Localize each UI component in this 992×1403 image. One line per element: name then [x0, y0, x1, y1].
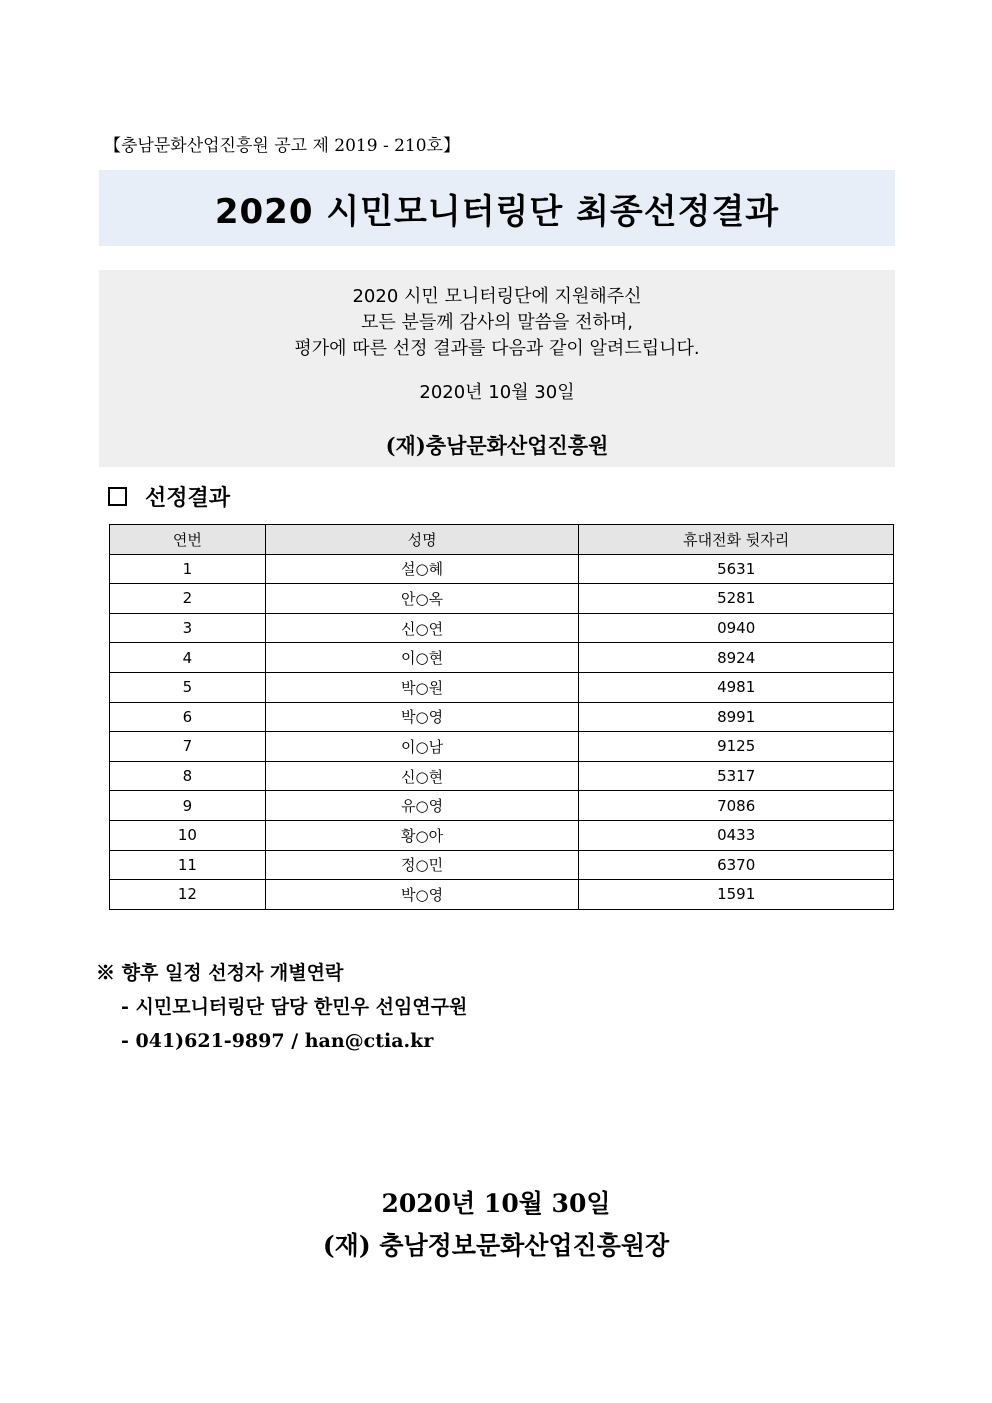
checkbox-icon	[108, 487, 127, 506]
contact-section	[96, 958, 467, 1060]
cell-phone: 9125	[579, 732, 894, 762]
cell-phone: 7086	[579, 791, 894, 821]
page-title: 2020 시민모니터링단 최종선정결과	[214, 191, 780, 232]
table-row	[110, 584, 894, 614]
cell-number: 6	[110, 702, 266, 732]
cell-number: 3	[110, 613, 266, 643]
contact-phone-email: - 041)621-9897 / han@ctia.kr	[121, 1030, 434, 1052]
cell-number: 10	[110, 820, 266, 850]
cell-number: 11	[110, 850, 266, 880]
table-row	[110, 672, 894, 702]
cell-name: 박○영	[265, 702, 579, 732]
cell-name: 신○현	[265, 761, 579, 791]
table-row	[110, 791, 894, 821]
contact-person: - 시민모니터링단 담당 한민우 선임연구원	[121, 996, 468, 1018]
table-row	[110, 732, 894, 762]
notice-number: 【충남문화산업진흥원 공고 제 2019 - 210호】	[104, 136, 460, 156]
results-table	[109, 524, 894, 910]
cell-phone: 4981	[579, 672, 894, 702]
cell-phone: 8991	[579, 702, 894, 732]
footer-issuer: (재) 충남정보문화산업진흥원장	[322, 1231, 670, 1260]
cell-number: 12	[110, 880, 266, 910]
footer-date: 2020년 10월 30일	[381, 1189, 611, 1218]
table-row	[110, 643, 894, 673]
cell-phone: 0433	[579, 820, 894, 850]
title-banner	[99, 170, 895, 246]
message-line-3: 평가에 따른 선정 결과를 다음과 같이 알려드립니다.	[294, 338, 700, 359]
cell-phone: 5281	[579, 584, 894, 614]
table-row	[110, 613, 894, 643]
cell-phone: 8924	[579, 643, 894, 673]
table-row	[110, 820, 894, 850]
table-row	[110, 761, 894, 791]
cell-name: 안○옥	[265, 584, 579, 614]
cell-number: 9	[110, 791, 266, 821]
cell-name: 박○영	[265, 880, 579, 910]
table-header-row	[110, 525, 894, 555]
cell-phone: 1591	[579, 880, 894, 910]
cell-number: 2	[110, 584, 266, 614]
contact-heading: ※ 향후 일정 선정자 개별연락	[96, 962, 344, 984]
cell-name: 신○연	[265, 613, 579, 643]
section-heading-label: 선정결과	[145, 485, 231, 511]
cell-name: 황○아	[265, 820, 579, 850]
cell-name: 설○혜	[265, 554, 579, 584]
cell-number: 4	[110, 643, 266, 673]
table-row	[110, 850, 894, 880]
message-organization: (재)충남문화산업진흥원	[385, 433, 609, 458]
cell-phone: 6370	[579, 850, 894, 880]
cell-phone: 5317	[579, 761, 894, 791]
message-line-2: 모든 분들께 감사의 말씀을 전하며,	[360, 312, 634, 333]
header-number: 연번	[110, 525, 266, 555]
message-line-1: 2020 시민 모니터링단에 지원해주신	[352, 286, 642, 307]
cell-name: 박○원	[265, 672, 579, 702]
table-row	[110, 702, 894, 732]
cell-phone: 5631	[579, 554, 894, 584]
cell-name: 이○남	[265, 732, 579, 762]
header-phone-digits: 휴대전화 뒷자리	[579, 525, 894, 555]
cell-number: 5	[110, 672, 266, 702]
cell-phone: 0940	[579, 613, 894, 643]
table-row	[110, 554, 894, 584]
cell-name: 이○현	[265, 643, 579, 673]
cell-name: 유○영	[265, 791, 579, 821]
table-row	[110, 880, 894, 910]
cell-number: 8	[110, 761, 266, 791]
cell-number: 7	[110, 732, 266, 762]
cell-number: 1	[110, 554, 266, 584]
message-box	[99, 270, 895, 467]
cell-name: 정○민	[265, 850, 579, 880]
section-heading	[108, 481, 230, 512]
message-date: 2020년 10월 30일	[419, 382, 575, 403]
header-name: 성명	[265, 525, 579, 555]
